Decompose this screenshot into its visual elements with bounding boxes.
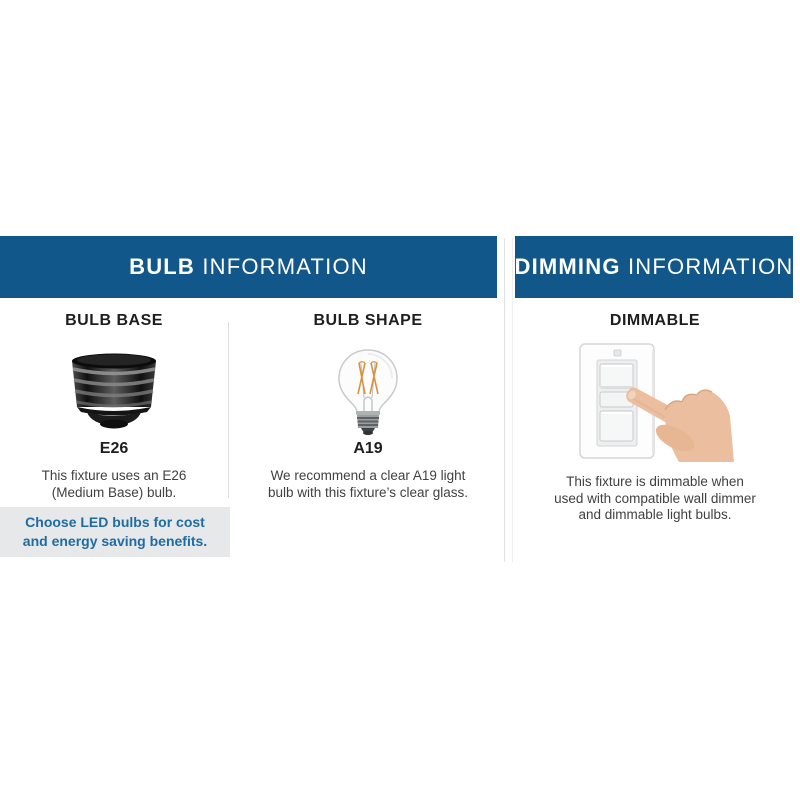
section-divider-shadow-line (512, 238, 513, 562)
e26-base-image (0, 352, 228, 432)
bulb-shape-title: BULB SHAPE (313, 312, 423, 329)
led-note-line2: and energy saving benefits. (22, 533, 208, 549)
dimmable-title: DIMMABLE (609, 312, 701, 329)
section-divider-line (504, 238, 505, 562)
bulb-information-header (0, 236, 497, 298)
dimming-header-rest: INFORMATION (620, 254, 794, 279)
bulb-base-title: BULB BASE (65, 312, 163, 329)
bulb-base-desc-line2: (Medium Base) bulb. (51, 484, 177, 500)
dimmable-description (517, 474, 793, 524)
bulb-shape-column (240, 312, 496, 501)
dimming-information-header (515, 236, 793, 298)
bulb-base-description (0, 468, 228, 501)
dimming-header-bold-word: DIMMING (514, 254, 621, 279)
a19-filament-bulb-icon (328, 348, 408, 436)
bulb-header-rest: INFORMATION (195, 254, 368, 279)
dimmable-column (517, 312, 793, 524)
bulb-base-desc-line1: This fixture uses an E26 (41, 468, 187, 483)
e26-screw-base-icon (67, 352, 161, 430)
bulb-header-bold-word: BULB (129, 254, 196, 279)
column-divider-line (228, 322, 229, 498)
bulb-base-value-label: E26 (99, 440, 129, 457)
bulb-base-column (0, 312, 228, 501)
dimmer-switch-image (517, 340, 793, 464)
led-bulb-note (0, 507, 230, 557)
dimmable-desc-line3: and dimmable light bulbs. (578, 507, 732, 522)
hand-pressing-dimmer-icon (570, 340, 740, 462)
bulb-shape-description (240, 468, 496, 501)
dimmable-desc-line1: This fixture is dimmable when (566, 474, 744, 489)
bulb-shape-desc-line2: bulb with this fixture’s clear glass. (267, 484, 469, 500)
dimmable-desc-line2: used with compatible wall dimmer (554, 490, 756, 506)
bulb-shape-desc-line1: We recommend a clear A19 light (270, 468, 466, 483)
bulb-shape-value-label: A19 (353, 440, 383, 457)
a19-bulb-image (240, 348, 496, 432)
led-note-line1: Choose LED bulbs for cost (25, 514, 205, 530)
